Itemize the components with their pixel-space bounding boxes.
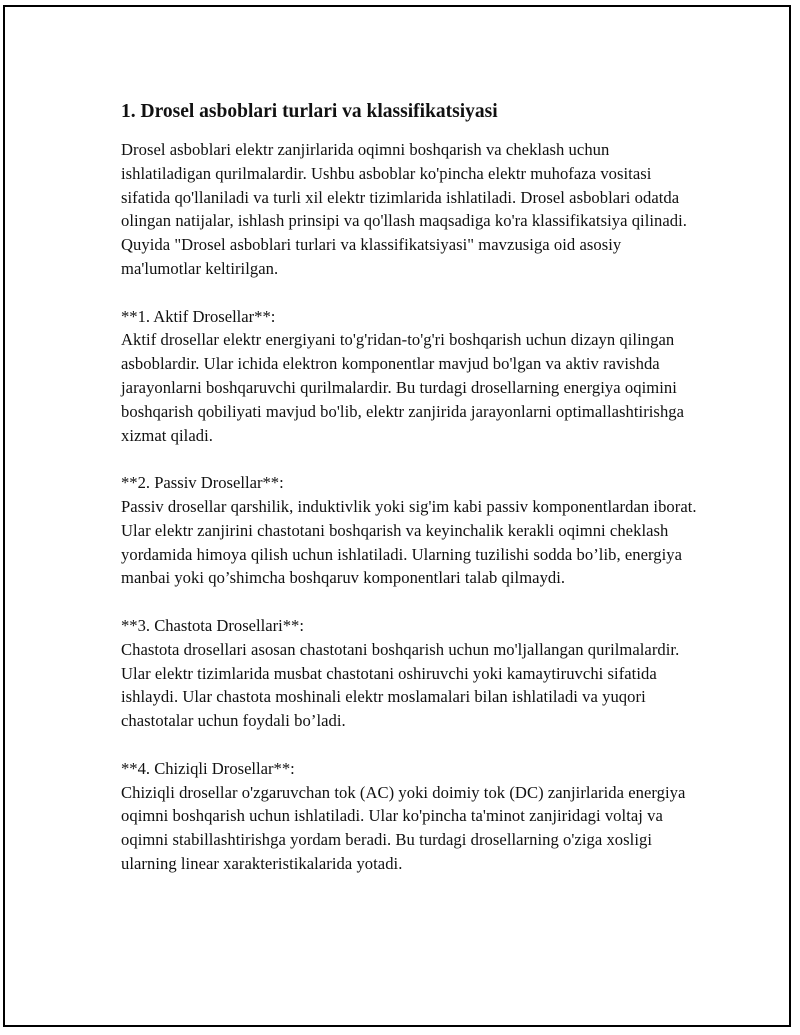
section-aktif-drosellar	[121, 305, 701, 448]
section-chiziqli-drosellar	[121, 757, 701, 876]
section-passiv-drosellar	[121, 471, 701, 590]
section-chastota-drosellari	[121, 614, 701, 733]
section-heading: **4. Chiziqli Drosellar**:	[121, 758, 295, 778]
document-page	[3, 5, 791, 1027]
section-heading: **2. Passiv Drosellar**:	[121, 473, 284, 493]
intro-paragraph: Drosel asboblari elektr zanjirlarida oqimni boshqarish va cheklash uchun ishlatiladigan qurilmalardir. Ushbu asboblar ko'pincha elektr muhofaza vositasi sifatida qo'llaniladi va turli xil elektr tizimlarida ishlatiladi. Drosel asboblari odatda olingan natijalar, ishlash prinsipi va qo'llash maqsadiga ko'ra klassifikatsiya qilinadi. Quyida "Drosel asboblari turlari va klassifikatsiyasi" mavzusiga oid asosiy ma'lumotlar keltirilgan.	[121, 140, 688, 278]
document-title: 1. Drosel asboblari turlari va klassifikatsiyasi	[121, 101, 498, 122]
document-content	[121, 99, 701, 876]
section-body: Passiv drosellar qarshilik, induktivlik yoki sig'im kabi passiv komponentlardan iborat. Ular elektr zanjirini chastotani boshqarish va keyinchalik kerakli oqimni cheklash yordamida himoya qilish uchun ishlatiladi. Ularning tuzilishi sodda bo’lib, energiya manbai yoki qo’shimcha boshqaruv komponentlari talab qilmaydi.	[121, 496, 697, 588]
section-body: Chiziqli drosellar o'zgaruvchan tok (AC) yoki doimiy tok (DC) zanjirlarida energiya oqimni boshqarish uchun ishlatiladi. Ular ko'pincha ta'minot zanjiridagi voltaj va oqimni stabillashtirishga yordam beradi. Bu turdagi drosellarning o'ziga xosligi ularning linear xarakteristikalarida yotadi.	[121, 782, 686, 873]
section-body: Aktif drosellar elektr energiyani to'g'ridan-to'g'ri boshqarish uchun dizayn qilingan asboblardir. Ular ichida elektron komponentlar mavjud bo'lgan va aktiv ravishda jarayonlarni boshqaruvchi qurilmalardir. Bu turdagi drosellarning energiya oqimini boshqarish qobiliyati mavjud bo'lib, elektr zanjirida jarayonlarni optimallashtirishga xizmat qiladi.	[121, 330, 685, 445]
section-heading: **1. Aktif Drosellar**:	[121, 306, 276, 326]
section-heading: **3. Chastota Drosellari**:	[121, 615, 304, 635]
section-body: Chastota drosellari asosan chastotani boshqarish uchun mo'ljallangan qurilmalardir. Ular elektr tizimlarida musbat chastotani oshiruvchi yoki kamaytiruvchi sifatida ishlaydi. Ular chastota moshinali elektr moslamalari bilan ishlatiladi va yuqori chastotalar uchun foydali bo’ladi.	[121, 639, 680, 731]
